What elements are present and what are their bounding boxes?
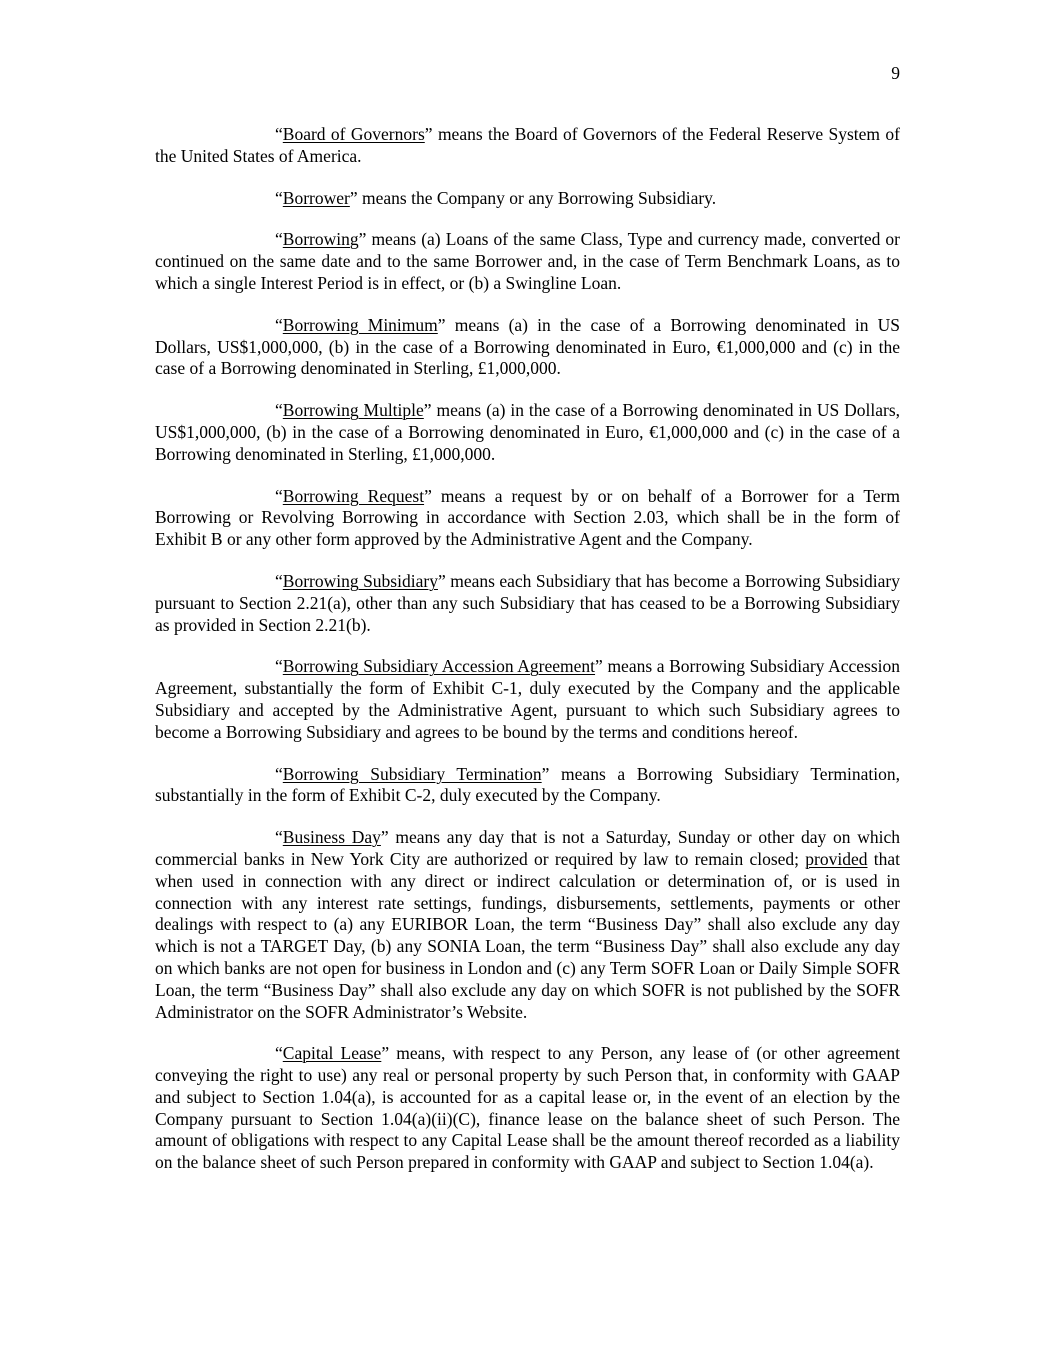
definition-borrowing-minimum: “Borrowing Minimum” means (a) in the case of a Borrowing denominated in US Dollars, US$1,000,000, (b) in the case of a Borrowing denominated in Euro, €1,000,000 and (c) in the case of a Borrowing denominated in Sterling, £1,000,000.: [155, 314, 901, 379]
definition-text-continued: that when used in connection with any direct or indirect calculation or determination of, or is used in connection with any interest rate settings, fundings, disbursements, settlements, payments or other dealings with respect to (a) any EURIBOR Loan, the term “Business Day” shall also exclude any day which is not a TARGET Day, (b) any SONIA Loan, the term “Business Day” shall also exclude any day on which banks are not open for business in London and (c) any Term SOFR Loan or Daily Simple SOFR Loan, the term “Business Day” shall also exclude any day on which SOFR is not published by the SOFR Administrator on the SOFR Administrator’s Website.: [155, 848, 900, 1022]
defined-term: Borrowing Subsidiary Accession Agreement: [282, 656, 596, 677]
definition-text: means (a) Loans of the same Class, Type and currency made, converted or continued on the same date and to the same Borrower and, in the case of Term Benchmark Loans, as to which a single Interest Period is in effect, or (b) a Swingline Loan.: [155, 229, 900, 293]
defined-term: Borrowing: [282, 229, 359, 250]
defined-term: Borrower: [282, 187, 350, 208]
definition-text: means a request by or on behalf of a Borrower for a Term Borrowing or Revolving Borrowing in accordance with Section 2.03, which shall be in the form of Exhibit B or any other form approved by the Administrative Agent and the Company.: [155, 485, 900, 550]
definition-capital-lease: “Capital Lease” means, with respect to any Person, any lease of (or other agreement conveying the right to use) any real or personal property by such Person that, in conformity with GAAP and subject to Section 1.04(a), is accounted for as a capital lease or, in the event of an election by the Company pursuant to Section 1.04(a)(ii)(C), finance lease on the balance sheet of such Person. The amount of obligations with respect to any Capital Lease shall be the amount thereof recorded as a liability on the balance sheet of such Person prepared in conformity with GAAP and subject to Section 1.04(a).: [155, 1043, 900, 1173]
definition-business-day: “Business Day” means any day that is not a Saturday, Sunday or other day on which commercial banks in New York City are authorized or required by law to remain closed; provided that when used in connection with any direct or indirect calculation or determination of, or is used in connection with any interest rate settings, fundings, disbursements, settlements, payments or other dealings with respect to (a) any EURIBOR Loan, the term “Business Day” shall also exclude any day which is not a TARGET Day, (b) any SONIA Loan, the term “Business Day” shall also exclude any day on which banks are not open for business in London and (c) any Term SOFR Loan or Daily Simple SOFR Loan, the term “Business Day” shall also exclude any day on which SOFR is not published by the SOFR Administrator on the SOFR Administrator’s Website.: [155, 827, 900, 1022]
defined-term: Borrowing Minimum: [282, 314, 438, 335]
defined-term: Borrowing Multiple: [282, 400, 424, 421]
definition-borrower: “Borrower” means the Company or any Borrowing Subsidiary.: [275, 187, 717, 208]
definition-text: means the Board of Governors of the Federal Reserve System of the United States of America.: [155, 124, 901, 166]
definition-borrowing-request: “Borrowing Request” means a request by or on behalf of a Borrower for a Term Borrowing or Revolving Borrowing in accordance with Section 2.03, which shall be in the form of Exhibit B or any other form approved by the Administrative Agent and the Company.: [155, 485, 900, 550]
definition-text: means each Subsidiary that has become a Borrowing Subsidiary pursuant to Section 2.21(a), other than any such Subsidiary that has ceased to be a Borrowing Subsidiary as provided in Section 2.21(b).: [155, 570, 901, 635]
definition-text: means (a) in the case of a Borrowing denominated in US Dollars, US$1,000,000, (b) in the case of a Borrowing denominated in Euro, €1,000,000 and (c) in the case of a Borrowing denominated in Sterling, £1,000,000.: [155, 314, 901, 379]
defined-term: Borrowing Request: [282, 485, 425, 506]
defined-term: Capital Lease: [282, 1043, 382, 1064]
definition-borrowing-subsidiary: “Borrowing Subsidiary” means each Subsidiary that has become a Borrowing Subsidiary pursuant to Section 2.21(a), other than any such Subsidiary that has ceased to be a Borrowing Subsidiary as provided in Section 2.21(b).: [155, 570, 901, 635]
page-number: 9: [891, 63, 900, 83]
definition-text: means any day that is not a Saturday, Sunday or other day on which commercial banks in New York City are authorized or required by law to remain closed;: [155, 827, 900, 869]
definition-text: means a Borrowing Subsidiary Termination, substantially in the form of Exhibit C-2, duly executed by the Company.: [155, 763, 900, 806]
definition-text: means a Borrowing Subsidiary Accession Agreement, substantially the form of Exhibit C-1, duly executed by the Company and the applicable Subsidiary and accepted by the Administrative Agent, pursuant to which such Subsidiary agrees to become a Borrowing Subsidiary and agrees to be bound by the terms and conditions hereof.: [155, 656, 900, 742]
definition-borrowing-subsidiary-termination: “Borrowing Subsidiary Termination” means a Borrowing Subsidiary Termination, substantially in the form of Exhibit C-2, duly executed by the Company.: [155, 763, 900, 806]
defined-term: Board of Governors: [282, 124, 425, 144]
definition-borrowing-subsidiary-accession-agreement: “Borrowing Subsidiary Accession Agreement” means a Borrowing Subsidiary Accession Agreement, substantially the form of Exhibit C-1, duly executed by the Company and the applicable Subsidiary and accepted by the Administrative Agent, pursuant to which such Subsidiary agrees to become a Borrowing Subsidiary and agrees to be bound by the terms and conditions hereof.: [155, 656, 900, 742]
defined-term: Borrowing Subsidiary Termination: [282, 763, 542, 784]
definition-borrowing-multiple: “Borrowing Multiple” means (a) in the case of a Borrowing denominated in US Dollars, US$1,000,000, (b) in the case of a Borrowing denominated in Euro, €1,000,000 and (c) in the case of a Borrowing denominated in Sterling, £1,000,000.: [155, 400, 901, 464]
defined-term: Borrowing Subsidiary: [282, 570, 438, 591]
definition-text: means the Company or any Borrowing Subsidiary.: [357, 187, 717, 208]
defined-term: Business Day: [282, 827, 381, 848]
definition-text: means, with respect to any Person, any lease of (or other agreement conveying the right to use) any real or personal property by such Person that, in conformity with GAAP and subject to Section 1.04(a), is accounted for as a capital lease or, in the event of an election by the Company pursuant to Section 1.04(a)(ii)(C), finance lease on the balance sheet of such Person. The amount of obligations with respect to any Capital Lease shall be the amount thereof recorded as a liability on the balance sheet of such Person prepared in conformity with GAAP and subject to Section 1.04(a).: [155, 1043, 900, 1173]
definition-text: means (a) in the case of a Borrowing denominated in US Dollars, US$1,000,000, (b) in the case of a Borrowing denominated in Euro, €1,000,000 and (c) in the case of a Borrowing denominated in Sterling, £1,000,000.: [155, 400, 901, 464]
definition-board-of-governors: “Board of Governors” means the Board of Governors of the Federal Reserve System of the United States of America.: [155, 124, 901, 166]
proviso-term: provided: [805, 848, 868, 869]
definitions-list: [155, 124, 900, 1194]
definition-borrowing: “Borrowing” means (a) Loans of the same Class, Type and currency made, converted or continued on the same date and to the same Borrower and, in the case of Term Benchmark Loans, as to which a single Interest Period is in effect, or (b) a Swingline Loan.: [155, 229, 900, 293]
